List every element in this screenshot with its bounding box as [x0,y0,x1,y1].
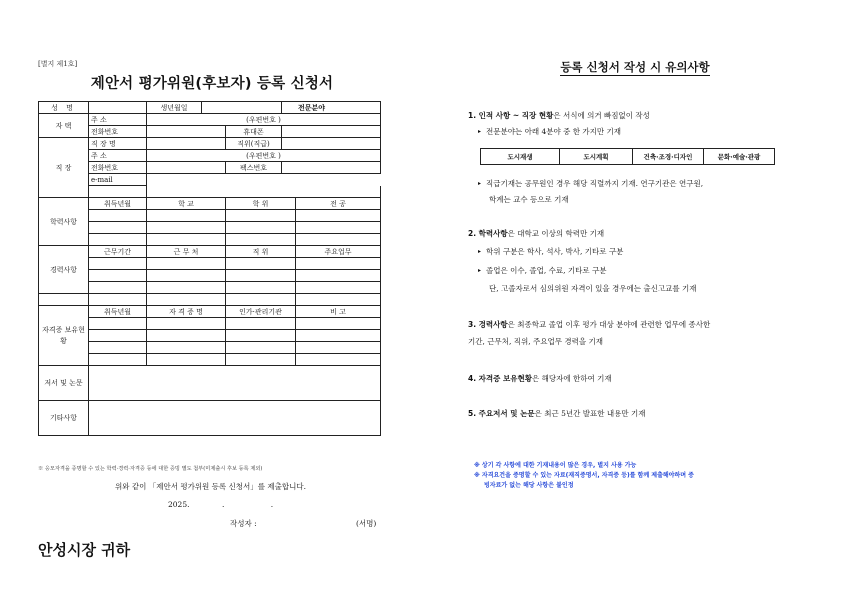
date-separators: . . [222,500,296,509]
home-address-label: 주 소 [89,114,147,126]
edu-row [39,222,381,234]
declaration-text: 위와 같이 「제안서 평가위원 등록 신청서」를 제출합니다. [114,482,307,491]
name-field[interactable] [89,102,147,114]
guide-section-5: 5. 주요저서 및 논문은 최근 5년간 발표한 내용만 기재 [468,409,646,418]
career-header-period: 근무기간 [89,246,147,258]
fax-label: 팩스번호 [226,162,282,174]
career-row [39,258,381,270]
specialty-fields-table [480,148,775,165]
guide-note-2: ※ 자격요건을 증명할 수 있는 자료(재직증명서, 자격증 등)를 함께 제출해야하며 증 [474,472,694,479]
date-year: 2025. [168,500,190,509]
writer-label: 작성자 : [230,519,257,528]
workplace-label: 직 장 [39,138,89,198]
signature-label: (서명) [356,519,377,528]
field-culture: 문화·예술·관광 [704,149,775,165]
email-label: e-mail [89,174,147,186]
guide-s2-bullet-3: 단, 고졸자로서 심의위원 자격이 있을 경우에는 출신고교를 기재 [489,284,697,293]
home-address-field[interactable]: (우편번호 ) [147,114,381,126]
guide-s1-bullet-2: ▸ 직급기재는 공무원인 경우 해당 직렬까지 기재. 연구기관은 연구원, [478,178,703,191]
registration-table [38,101,381,436]
guide-s2-bullet-1: ▸ 학위 구분은 학사, 석사, 박사, 기타로 구분 [478,246,623,259]
certificates-label: 자격증 보유현황 [39,306,89,366]
career-row [39,282,381,294]
email-field[interactable] [147,174,381,186]
name-label: 성 명 [39,102,89,114]
cert-header-date: 취득년월 [89,306,147,318]
education-label: 학력사항 [39,198,89,246]
cert-header-remarks: 비 고 [296,306,381,318]
guide-s1-bullet-1: ▸ 전문분야는 아래 4분야 중 한 가지만 기재 [478,126,621,139]
career-row [39,270,381,282]
specialty-label: 전문분야 [282,102,381,114]
workplace-name-field[interactable] [147,138,226,150]
edu-header-date: 취득년월 [89,198,147,210]
workplace-name-label: 직 장 명 [89,138,147,150]
edu-header-major: 전 공 [296,198,381,210]
guide-section-1: 1. 인적 사항 ~ 직장 현황은 서식에 의거 빠짐없이 작성 [468,111,650,120]
birthdate-field[interactable] [202,102,282,114]
career-header-duties: 주요업무 [296,246,381,258]
other-field[interactable] [89,401,381,436]
edu-row [39,210,381,222]
guide-section-4: 4. 자격증 보유현황은 해당자에 한하여 기재 [468,374,612,383]
position-field[interactable] [282,138,381,150]
field-urban-planning: 도시계획 [560,149,633,165]
cert-header-agency: 인가·관리기관 [226,306,296,318]
guide-title: 등록 신청서 작성 시 유의사항 [560,60,710,74]
home-phone-field[interactable] [147,126,226,138]
home-phone-label: 전화번호 [89,126,147,138]
addressee: 안성시장 귀하 [38,541,131,559]
birthdate-label: 생년월일 [147,102,202,114]
mobile-field[interactable] [282,126,381,138]
position-label: 직위(직급) [226,138,282,150]
career-header-position: 직 위 [226,246,296,258]
field-urban-regeneration: 도시재생 [481,149,560,165]
edu-header-degree: 학 위 [226,198,296,210]
field-architecture: 건축·조경·디자인 [633,149,704,165]
form-number-label: [별지 제1호] [38,60,78,68]
mobile-label: 휴대폰 [226,126,282,138]
guide-s2-bullet-2: ▸ 졸업은 이수, 졸업, 수료, 기타로 구분 [478,265,607,278]
cert-row [39,330,381,342]
fax-field[interactable] [282,162,381,174]
work-phone-label: 전화번호 [89,162,147,174]
edu-header-school: 학 교 [147,198,226,210]
guide-section-3: 3. 경력사항은 최종학교 졸업 이후 평가 대상 분야에 관련한 업무에 종사한 [468,320,711,329]
career-label: 경력사항 [39,246,89,294]
papers-field[interactable] [89,366,381,401]
guide-note-1: ※ 상기 각 사항에 대한 기재내용이 많은 경우, 별지 사용 가능 [474,462,637,469]
cert-row [39,354,381,366]
papers-label: 저서 및 논문 [39,366,89,401]
cert-header-name: 자 격 증 명 [147,306,226,318]
home-label: 자 택 [39,114,89,138]
cert-row [39,342,381,354]
guide-note-2-cont: 빙자료가 없는 해당 사항은 불인정 [484,482,574,489]
blank-cell [147,186,381,198]
work-phone-field[interactable] [147,162,226,174]
career-header-workplace: 근 무 처 [147,246,226,258]
work-address-label: 주 소 [89,150,147,162]
guide-section-2: 2. 학력사항은 대학교 이상의 학력만 기재 [468,229,605,238]
edu-row [39,234,381,246]
blank-label-cell [89,186,147,198]
spacer-row [39,294,381,306]
guide-s1-bullet-2-cont: 학계는 교수 등으로 기재 [489,195,569,204]
evidence-footnote: ※ 응모자격을 증명할 수 있는 학력·경력·자격증 등에 대한 증빙 별도 첨부(미제출시 후보 등록 제외) [38,466,263,472]
guide-section-3-cont: 기간, 근무처, 직위, 주요업무 경력을 기재 [468,337,603,346]
cert-row [39,318,381,330]
other-label: 기타사항 [39,401,89,436]
work-address-field[interactable]: (우편번호 ) [147,150,381,162]
form-title: 제안서 평가위원(후보자) 등록 신청서 [90,76,334,92]
